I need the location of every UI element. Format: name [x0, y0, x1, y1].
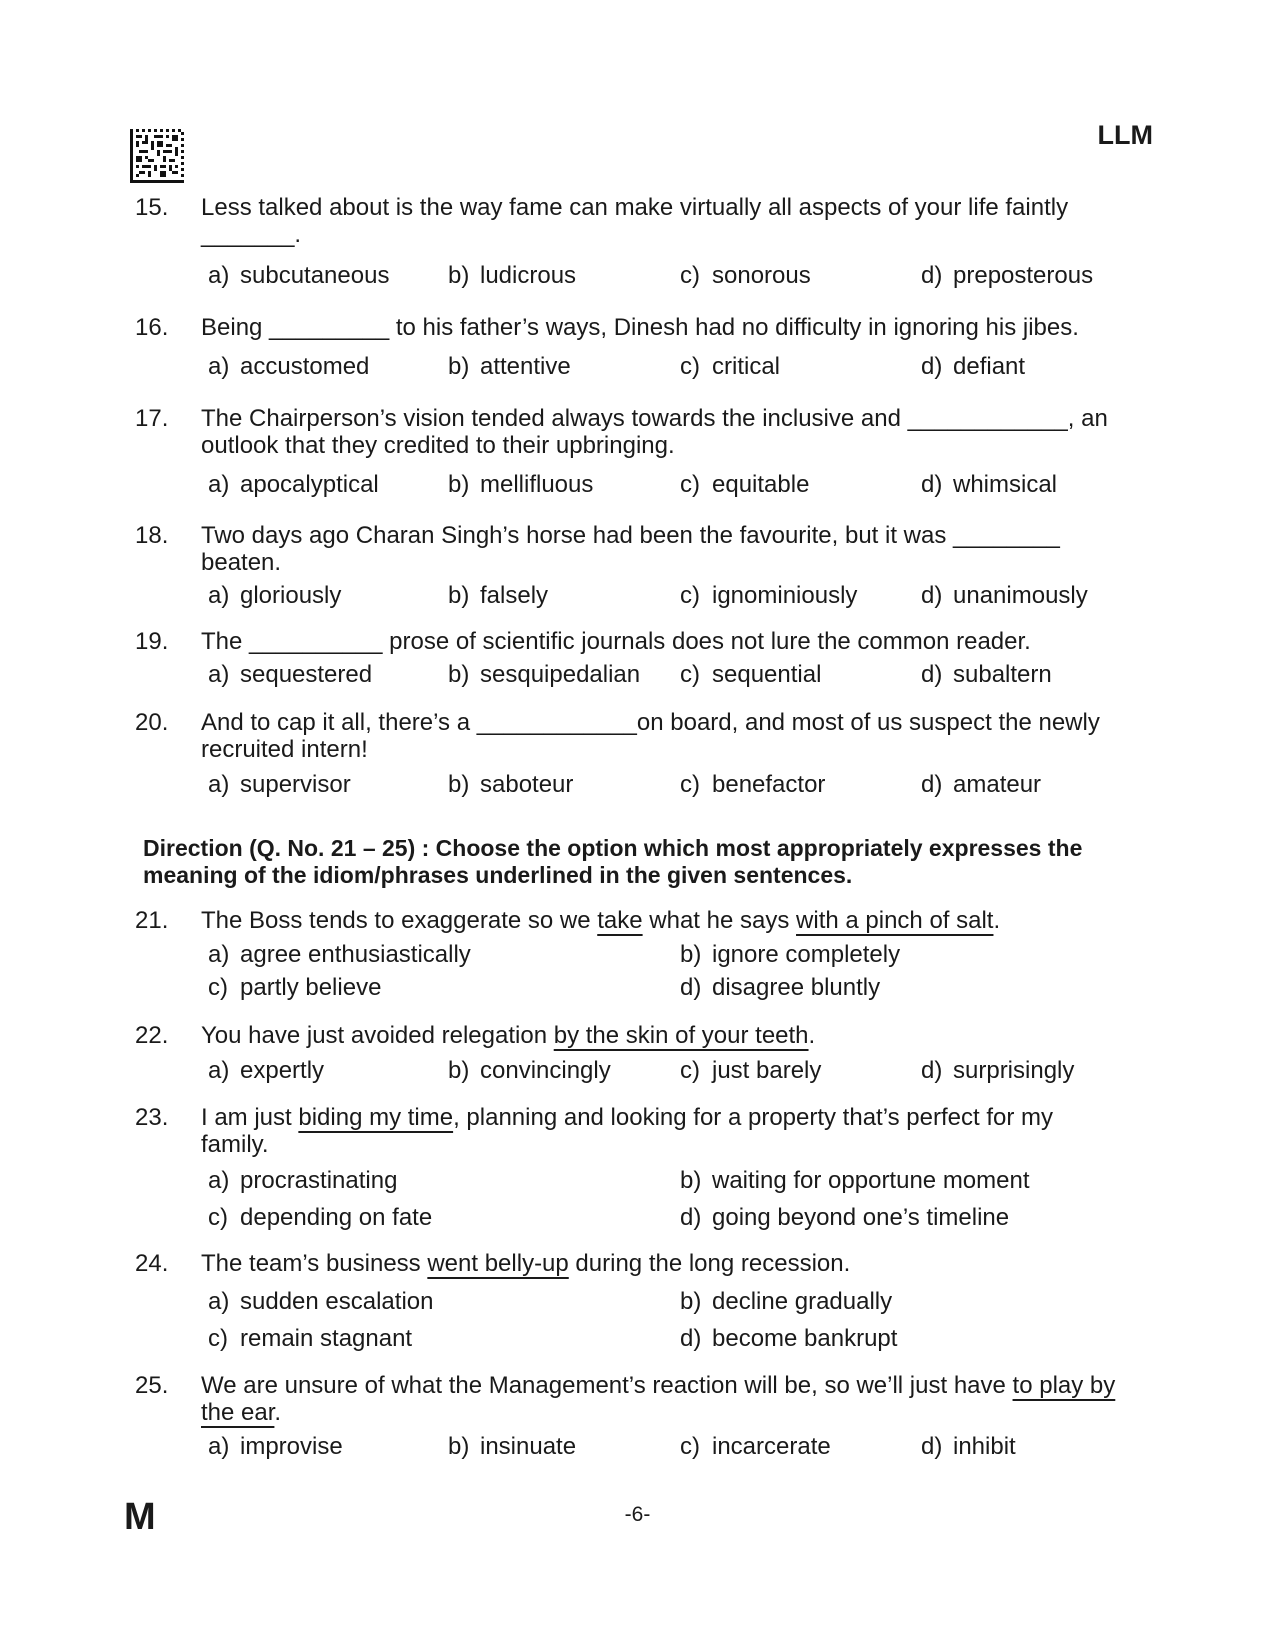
underlined-phrase: to play by the ear [201, 1372, 1116, 1426]
question-number: 17. [135, 405, 169, 432]
underlined-phrase: biding my time [298, 1104, 454, 1131]
option-c: c) critical [680, 353, 781, 380]
option-c: c) partly believe [208, 974, 382, 1001]
option-b: b) sesquipedalian [448, 661, 641, 688]
option-d: d) surprisingly [921, 1057, 1075, 1084]
question-21 [135, 907, 1120, 934]
option-d: d) inhibit [921, 1433, 1016, 1460]
option-c: c) sequential [680, 661, 822, 688]
option-b: b) ludicrous [448, 262, 577, 289]
question-17 [135, 405, 1120, 459]
option-a: a) sequestered [208, 661, 373, 688]
page-number: -6- [624, 1503, 651, 1526]
underlined-phrase: by the skin of your teeth [553, 1022, 809, 1049]
option-b: b) convincingly [448, 1057, 611, 1084]
question-number: 15. [135, 194, 169, 221]
option-d: d) going beyond one’s timeline [680, 1204, 1010, 1231]
option-d: d) whimsical [921, 471, 1058, 498]
question-number: 20. [135, 709, 169, 736]
question-stem: Two days ago Charan Singh’s horse had been the favourite, but it was ________ beaten. [201, 522, 1060, 576]
booklet-series-letter: M [124, 1496, 156, 1538]
question-number: 22. [135, 1022, 169, 1049]
direction-text: Direction (Q. No. 21 – 25) : Choose the option which most appropriately expresses the meaning of the idiom/phrases underlined in the given sentences. [143, 835, 1083, 888]
option-b: b) falsely [448, 582, 549, 609]
question-stem: The Boss tends to exaggerate so we take what he says with a pinch of salt. [201, 907, 1001, 934]
option-c: c) depending on fate [208, 1204, 433, 1231]
option-a: a) procrastinating [208, 1167, 398, 1194]
question-number: 23. [135, 1104, 169, 1131]
question-stem: I am just biding my time, planning and looking for a property that’s perfect for my family. [201, 1104, 1053, 1158]
question-number: 25. [135, 1372, 169, 1399]
option-c: c) benefactor [680, 771, 826, 798]
option-d: d) preposterous [921, 262, 1094, 289]
option-a: a) accustomed [208, 353, 370, 380]
option-d: d) subaltern [921, 661, 1052, 688]
option-b: b) ignore completely [680, 941, 901, 968]
option-b: b) decline gradually [680, 1288, 893, 1315]
question-number: 19. [135, 628, 169, 655]
underlined-phrase: with a pinch of salt [796, 907, 994, 934]
underlined-phrase: take [597, 907, 643, 934]
question-stem: The __________ prose of scientific journals does not lure the common reader. [201, 628, 1031, 655]
option-b: b) saboteur [448, 771, 574, 798]
question-number: 24. [135, 1250, 169, 1277]
option-a: a) supervisor [208, 771, 351, 798]
option-d: d) unanimously [921, 582, 1088, 609]
option-c: c) remain stagnant [208, 1325, 413, 1352]
option-a: a) gloriously [208, 582, 342, 609]
question-stem: You have just avoided relegation by the skin of your teeth. [201, 1022, 816, 1049]
question-22 [135, 1022, 1120, 1049]
option-a: a) apocalyptical [208, 471, 379, 498]
question-19 [135, 628, 1120, 655]
option-a: a) improvise [208, 1433, 343, 1460]
question-24 [135, 1250, 1120, 1277]
question-stem: We are unsure of what the Management’s reaction will be, so we’ll just have to play by the ear. [201, 1372, 1116, 1426]
question-18 [135, 522, 1120, 576]
option-d: d) become bankrupt [680, 1325, 898, 1352]
paper-code: LLM [1097, 120, 1153, 150]
option-b: b) mellifluous [448, 471, 594, 498]
underlined-phrase: went belly-up [427, 1250, 569, 1277]
option-d: d) amateur [921, 771, 1042, 798]
question-stem: Being _________ to his father’s ways, Dinesh had no difficulty in ignoring his jibes. [201, 314, 1079, 341]
qr-code-icon [130, 129, 184, 183]
option-a: a) agree enthusiastically [208, 941, 471, 968]
question-stem: The team’s business went belly-up during the long recession. [201, 1250, 851, 1277]
question-stem: Less talked about is the way fame can make virtually all aspects of your life faintly _______. [201, 194, 1069, 248]
option-b: b) insinuate [448, 1433, 577, 1460]
option-d: d) defiant [921, 353, 1026, 380]
option-c: c) equitable [680, 471, 810, 498]
question-number: 21. [135, 907, 169, 934]
option-d: d) disagree bluntly [680, 974, 881, 1001]
option-c: c) incarcerate [680, 1433, 831, 1460]
question-25 [135, 1372, 1120, 1426]
option-c: c) sonorous [680, 262, 811, 289]
question-20 [135, 709, 1120, 763]
question-number: 16. [135, 314, 169, 341]
option-c: c) ignominiously [680, 582, 858, 609]
option-a: a) expertly [208, 1057, 325, 1084]
option-a: a) sudden escalation [208, 1288, 434, 1315]
question-stem: And to cap it all, there’s a ____________on board, and most of us suspect the newly recruited intern! [201, 709, 1100, 763]
option-a: a) subcutaneous [208, 262, 390, 289]
option-c: c) just barely [680, 1057, 822, 1084]
question-23 [135, 1104, 1120, 1158]
option-b: b) attentive [448, 353, 571, 380]
question-15 [135, 194, 1120, 248]
question-16 [135, 314, 1120, 341]
question-stem: The Chairperson’s vision tended always towards the inclusive and ____________, an outlook that they credited to their upbringing. [201, 405, 1108, 459]
option-b: b) waiting for opportune moment [680, 1167, 1030, 1194]
question-number: 18. [135, 522, 169, 549]
